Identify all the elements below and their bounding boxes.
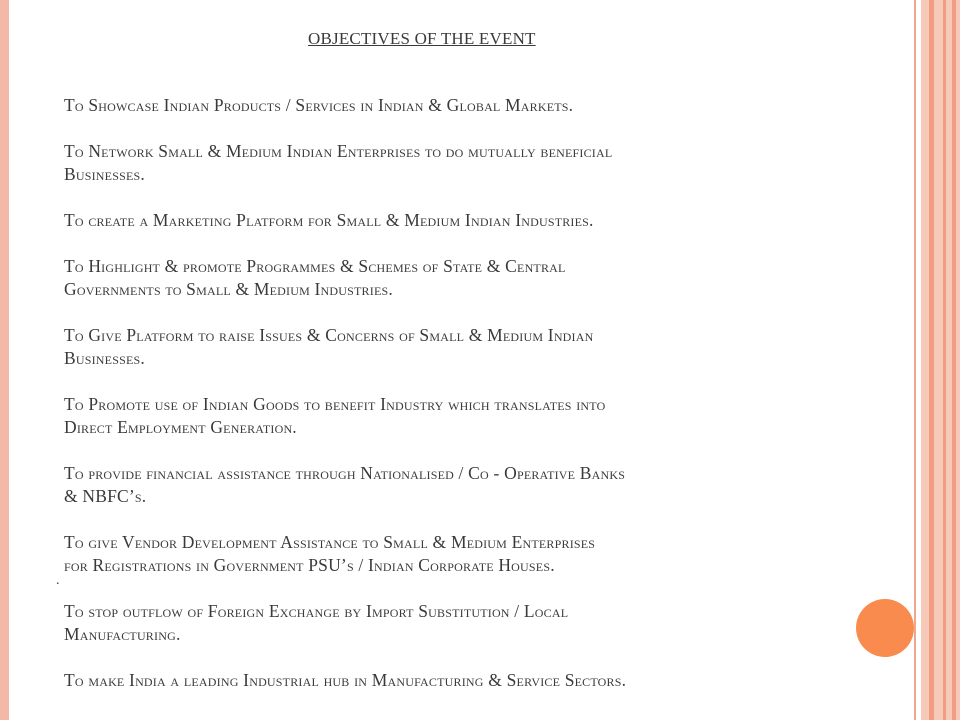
right-frame-line xyxy=(914,0,916,720)
objective-text-line: To Network Small & Medium Indian Enterprises to do mutually beneficial xyxy=(64,141,613,161)
right-band-stripe xyxy=(943,0,946,720)
objective-text-line: for Registrations in Government PSU’s / Indian Corporate Houses. xyxy=(64,555,555,575)
objective-text-line: To create a Marketing Platform for Small & Medium Indian Industries. xyxy=(64,210,594,230)
objective-text-line: To Highlight & promote Programmes & Schemes of State & Central xyxy=(64,256,566,276)
objective-text-line: Businesses. xyxy=(64,164,145,184)
objective-item xyxy=(64,140,844,186)
objective-item xyxy=(64,600,844,646)
objective-text-line: To make India a leading Industrial hub in Manufacturing & Service Sectors. xyxy=(64,670,627,690)
right-band-stripe xyxy=(929,0,934,720)
objective-text-line: To Showcase Indian Products / Services in Indian & Global Markets. xyxy=(64,95,574,115)
right-band-stripe xyxy=(952,0,956,720)
objective-text-line: Governments to Small & Medium Industries. xyxy=(64,279,393,299)
objective-item xyxy=(64,324,844,370)
slide-title: OBJECTIVES OF THE EVENT xyxy=(308,29,536,48)
objective-text-line: & NBFC’s. xyxy=(64,486,147,506)
right-decorative-band xyxy=(921,0,960,720)
objective-item xyxy=(64,669,844,692)
left-frame-border xyxy=(0,0,9,720)
objective-text-line: To give Vendor Development Assistance to Small & Medium Enterprises xyxy=(64,532,596,552)
objective-item xyxy=(64,255,844,301)
accent-circle xyxy=(856,599,914,657)
objective-item xyxy=(64,393,844,439)
objective-text-line: To stop outflow of Foreign Exchange by Import Substitution / Local xyxy=(64,601,569,621)
stray-dot: . xyxy=(56,573,60,588)
objective-text-line: Businesses. xyxy=(64,348,145,368)
objectives-list xyxy=(64,94,844,692)
objective-text-line: To Promote use of Indian Goods to benefit Industry which translates into xyxy=(64,394,606,414)
objective-text-line: Direct Employment Generation. xyxy=(64,417,297,437)
objective-item xyxy=(64,462,844,508)
objective-text-line: Manufacturing. xyxy=(64,624,181,644)
objective-text-line: To provide financial assistance through Nationalised / Co - Operative Banks xyxy=(64,463,626,483)
objective-text-line: To Give Platform to raise Issues & Concerns of Small & Medium Indian xyxy=(64,325,594,345)
objective-item xyxy=(64,209,844,232)
objective-item xyxy=(64,94,844,117)
objective-item xyxy=(64,531,844,577)
